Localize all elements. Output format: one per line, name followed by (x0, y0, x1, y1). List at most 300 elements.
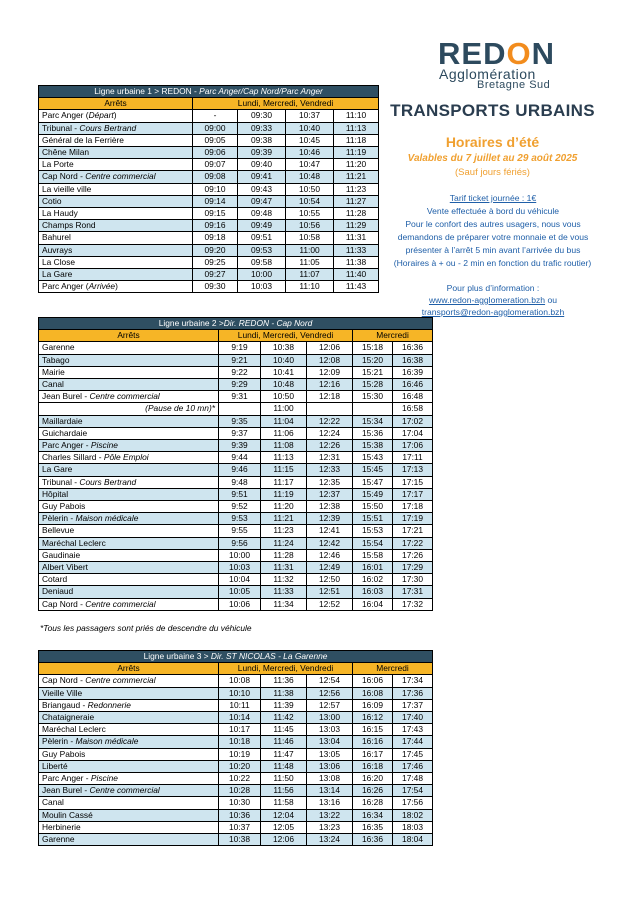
stop-name (39, 220, 193, 232)
stop-label: Champs Rond (42, 220, 96, 231)
departure-time: 17:48 (393, 773, 433, 785)
departure-time: 17:45 (393, 748, 433, 760)
stop-name (39, 699, 219, 711)
or-text: ou (545, 295, 558, 305)
departure-time: 15:58 (353, 549, 393, 561)
season-title: Horaires d’été (445, 134, 540, 150)
info-text-line: Pour le confort des autres usagers, nous vous (405, 219, 581, 229)
departure-time: 15:43 (353, 452, 393, 464)
departure-time: 18:02 (393, 809, 433, 821)
table-row (39, 785, 433, 797)
stop-detail: Départ (88, 110, 114, 121)
departure-time: 15:53 (353, 525, 393, 537)
departure-time: 10:18 (219, 736, 261, 748)
departure-time: 16:02 (353, 574, 393, 586)
departure-time: 17:21 (393, 525, 433, 537)
departure-time: 11:08 (261, 440, 307, 452)
departure-time: 12:16 (307, 379, 353, 391)
logo-subtitle-region: Bretagne Sud (477, 79, 551, 91)
stop-label: Pèlerin - (42, 736, 76, 747)
departure-time: 12:33 (307, 464, 353, 476)
departure-time: 16:04 (353, 598, 393, 610)
departure-time: 17:18 (393, 501, 433, 513)
table-row (39, 281, 379, 293)
departure-time: 15:38 (353, 440, 393, 452)
departure-time: 11:43 (334, 281, 379, 293)
stop-name (39, 415, 219, 427)
departure-time: 12:22 (307, 415, 353, 427)
email-link[interactable]: transports@redon-agglomeration.bzh (421, 307, 565, 317)
stop-label: Cap Nord - (42, 598, 86, 609)
departure-time: 17:29 (393, 562, 433, 574)
departure-time: 12:26 (307, 440, 353, 452)
departure-time: 09:51 (238, 232, 286, 244)
website-link[interactable]: www.redon-agglomeration.bzh (428, 295, 546, 305)
departure-time: - (193, 110, 238, 122)
departure-time: 09:16 (193, 220, 238, 232)
departure-time: 13:03 (307, 724, 353, 736)
departure-time: 9:21 (219, 354, 261, 366)
table-row (39, 354, 433, 366)
departure-time: 17:04 (393, 427, 433, 439)
col-header-days: Lundi, Mercredi, Vendredi (219, 330, 353, 342)
departure-time: 16:09 (353, 699, 393, 711)
table-title-row (39, 318, 433, 330)
departure-time: 9:51 (219, 488, 261, 500)
stop-name (39, 501, 219, 513)
stop-name (39, 452, 219, 464)
departure-time: 09:38 (238, 134, 286, 146)
timetable-line-3 (38, 650, 433, 846)
departure-time: 9:29 (219, 379, 261, 391)
departure-time: 09:40 (238, 159, 286, 171)
stop-label: La vieille ville (42, 183, 92, 194)
departure-time: 11:10 (334, 110, 379, 122)
departure-time: 17:36 (393, 687, 433, 699)
stop-name (39, 760, 219, 772)
departure-time: 11:20 (334, 159, 379, 171)
departure-time: 12:52 (307, 598, 353, 610)
stop-name (39, 464, 219, 476)
stop-label: Hôpital (42, 488, 69, 499)
departure-time: 11:28 (334, 208, 379, 220)
departure-time: 16:03 (353, 586, 393, 598)
table-row (39, 183, 379, 195)
stop-name (39, 834, 219, 846)
departure-time: 11:28 (261, 549, 307, 561)
stop-detail: Centre commercial (89, 785, 160, 796)
table-row (39, 476, 433, 488)
table-row (39, 598, 433, 610)
departure-time: 09:18 (193, 232, 238, 244)
departure-time (307, 403, 353, 415)
stop-name (39, 159, 193, 171)
departure-time: 13:04 (307, 736, 353, 748)
stop-label: Cap Nord - (42, 675, 86, 686)
stop-name (39, 134, 193, 146)
departure-time: 11:27 (334, 195, 379, 207)
departure-time: 17:02 (393, 415, 433, 427)
line-title-prefix: Ligne urbaine 2 > (158, 318, 224, 328)
departure-time: 09:53 (238, 244, 286, 256)
departure-time: 11:24 (261, 537, 307, 549)
stop-name (39, 476, 219, 488)
line-title (39, 651, 433, 663)
departure-time: 10:00 (219, 549, 261, 561)
departure-time: 15:49 (353, 488, 393, 500)
logo-brand: REDON (438, 36, 555, 71)
departure-time: 13:22 (307, 809, 353, 821)
departure-time: 16:20 (353, 773, 393, 785)
departure-time: 11:21 (334, 171, 379, 183)
departure-time: 11:47 (261, 748, 307, 760)
stop-detail: Arrivée (88, 281, 116, 292)
table-row (39, 488, 433, 500)
info-text-line: demandons de préparer votre monnaie et de vous (397, 232, 589, 242)
info-text-line: présenter à l’arrêt 5 min avant l’arrivée du bus (405, 245, 581, 255)
stop-name (39, 821, 219, 833)
stop-label: La Porte (42, 159, 74, 170)
departure-time (353, 403, 393, 415)
departure-time: 10:48 (261, 379, 307, 391)
departure-time: 16:48 (393, 391, 433, 403)
departure-time: 11:13 (334, 122, 379, 134)
table-title-row (39, 651, 433, 663)
departure-time: 10:22 (219, 773, 261, 785)
departure-time: 09:43 (238, 183, 286, 195)
departure-time: 12:31 (307, 452, 353, 464)
stop-detail: Maison médicale (75, 513, 139, 524)
stop-label: Auvrays (42, 244, 73, 255)
stop-name (39, 342, 219, 354)
departure-time: 10:38 (219, 834, 261, 846)
departure-time: 09:41 (238, 171, 286, 183)
departure-time: 11:23 (261, 525, 307, 537)
departure-time: 10:50 (286, 183, 334, 195)
stop-label: Pèlerin - (42, 513, 76, 524)
departure-time: 11:33 (261, 586, 307, 598)
table-row (39, 760, 433, 772)
departure-time: 10:50 (261, 391, 307, 403)
departure-time: 11:05 (286, 256, 334, 268)
table-row (39, 537, 433, 549)
departure-time: 09:33 (238, 122, 286, 134)
departure-time: 17:32 (393, 598, 433, 610)
departure-time: 11:42 (261, 712, 307, 724)
table-row (39, 220, 379, 232)
table-row (39, 797, 433, 809)
departure-time: 10:54 (286, 195, 334, 207)
departure-time: 10:40 (261, 354, 307, 366)
departure-time: 12:37 (307, 488, 353, 500)
line-title-route: Dir. ST NICOLAS - La Garenne (210, 651, 328, 661)
table-title-row (39, 86, 379, 98)
table-row (39, 525, 433, 537)
table-row (39, 415, 433, 427)
departure-time: 16:17 (353, 748, 393, 760)
departure-time: 16:36 (393, 342, 433, 354)
departure-time: 12:06 (261, 834, 307, 846)
stop-name (39, 712, 219, 724)
col-header-wednesday: Mercredi (353, 663, 433, 675)
departure-time: 12:56 (307, 687, 353, 699)
stop-label: Parc Anger ( (42, 110, 89, 121)
departure-time: 10:30 (219, 797, 261, 809)
stop-label: Bellevue (42, 525, 75, 536)
departure-time: 12:08 (307, 354, 353, 366)
col-header-stops: Arrêts (39, 330, 219, 342)
departure-time: 09:48 (238, 208, 286, 220)
stop-detail: Redonnerie (87, 699, 131, 710)
departure-time: 10:11 (219, 699, 261, 711)
departure-time: 10:37 (219, 821, 261, 833)
departure-time: 10:00 (238, 269, 286, 281)
stop-name (39, 208, 193, 220)
table-row (39, 110, 379, 122)
table-row (39, 736, 433, 748)
col-header-stops: Arrêts (39, 663, 219, 675)
table-row (39, 379, 433, 391)
stop-label: Moulin Cassé (42, 809, 93, 820)
line-title-prefix: Ligne urbaine 1 > REDON - (94, 86, 200, 96)
stop-name (39, 488, 219, 500)
stop-name (39, 675, 219, 687)
stop-detail: Piscine (90, 440, 118, 451)
departure-time: 16:26 (353, 785, 393, 797)
departure-time: 09:27 (193, 269, 238, 281)
stop-detail: Centre commercial (85, 675, 156, 686)
stop-name (39, 785, 219, 797)
col-header-days: Lundi, Mercredi, Vendredi (219, 663, 353, 675)
departure-time: 12:49 (307, 562, 353, 574)
table-row (39, 586, 433, 598)
logo (430, 38, 580, 93)
stop-name (39, 122, 193, 134)
holidays-note: (Sauf jours fériés) (455, 167, 530, 178)
stop-detail: Cours Bertrand (79, 476, 137, 487)
stop-label: Canal (42, 797, 64, 808)
departure-time: 10:48 (286, 171, 334, 183)
page-title: TRANSPORTS URBAINS (390, 101, 595, 120)
stop-name (39, 549, 219, 561)
departure-time: 11:36 (261, 675, 307, 687)
stop-label: Guichardaie (42, 427, 88, 438)
table-row (39, 834, 433, 846)
departure-time: 10:10 (219, 687, 261, 699)
departure-time: 13:05 (307, 748, 353, 760)
stop-label: Liberté (42, 760, 68, 771)
stop-name (39, 281, 193, 293)
departure-time: 10:08 (219, 675, 261, 687)
line-title-route: Parc Anger/Cap Nord/Parc Anger (199, 86, 323, 96)
departure-time: 10:17 (219, 724, 261, 736)
departure-time: 10:37 (286, 110, 334, 122)
table-row (39, 427, 433, 439)
departure-time: 11:56 (261, 785, 307, 797)
table-row (39, 675, 433, 687)
stop-label: Cap Nord - (42, 171, 86, 182)
col-header-stops: Arrêts (39, 98, 193, 110)
departure-time: 09:47 (238, 195, 286, 207)
table-row (39, 391, 433, 403)
stop-name (39, 147, 193, 159)
departure-time: 11:31 (334, 232, 379, 244)
table-row (39, 134, 379, 146)
departure-time: 17:06 (393, 440, 433, 452)
departure-time: 12:35 (307, 476, 353, 488)
departure-time: 17:44 (393, 736, 433, 748)
departure-time: 9:37 (219, 427, 261, 439)
stop-detail: Cours Bertrand (79, 122, 137, 133)
departure-time: 13:16 (307, 797, 353, 809)
stop-label: La Haudy (42, 208, 78, 219)
departure-time: 16:18 (353, 760, 393, 772)
stop-label: Herbinerie (42, 821, 81, 832)
stop-label: Charles Sillard - (42, 452, 104, 463)
departure-time: 11:50 (261, 773, 307, 785)
departure-time: 11:46 (261, 736, 307, 748)
stop-label: Briangaud - (42, 699, 88, 710)
departure-time: 12:57 (307, 699, 353, 711)
departure-time: 09:00 (193, 122, 238, 134)
departure-time: 11:00 (261, 403, 307, 415)
line-title (39, 86, 379, 98)
departure-time: 12:54 (307, 675, 353, 687)
departure-time: 11:21 (261, 513, 307, 525)
departure-time: 12:50 (307, 574, 353, 586)
departure-time: 16:08 (353, 687, 393, 699)
stop-label: Jean Burel - (42, 391, 90, 402)
more-info-label: Pour plus d’information : (446, 283, 540, 293)
stop-name (39, 748, 219, 760)
departure-time: 15:34 (353, 415, 393, 427)
departure-time: 16:35 (353, 821, 393, 833)
departure-time: 12:18 (307, 391, 353, 403)
departure-time: 9:31 (219, 391, 261, 403)
departure-time: 09:08 (193, 171, 238, 183)
departure-time: 13:00 (307, 712, 353, 724)
departure-time: 09:10 (193, 183, 238, 195)
departure-time: 09:07 (193, 159, 238, 171)
departure-time: 18:04 (393, 834, 433, 846)
table-row (39, 724, 433, 736)
stop-label: Jean Burel - (42, 785, 90, 796)
stop-label: La Gare (42, 464, 73, 475)
departure-time: 12:41 (307, 525, 353, 537)
departure-time: 11:13 (261, 452, 307, 464)
departure-time: 15:50 (353, 501, 393, 513)
stop-label: Garenne (42, 342, 75, 353)
stop-name (39, 171, 193, 183)
stop-name (39, 366, 219, 378)
table-row (39, 195, 379, 207)
departure-time: 16:28 (353, 797, 393, 809)
departure-time: 10:58 (286, 232, 334, 244)
table-row (39, 699, 433, 711)
departure-time: 9:48 (219, 476, 261, 488)
table-row (39, 513, 433, 525)
stop-label: Canal (42, 379, 64, 390)
departure-time: 11:07 (286, 269, 334, 281)
table-row (39, 549, 433, 561)
stop-label: Tribunal - (42, 122, 80, 133)
ticket-price: Tarif ticket journée : 1€ (449, 193, 537, 203)
stop-label: Cotard (42, 574, 68, 585)
stop-name (39, 195, 193, 207)
departure-time: 17:26 (393, 549, 433, 561)
table-row (39, 809, 433, 821)
departure-time: 11:58 (261, 797, 307, 809)
departure-time: 9:39 (219, 440, 261, 452)
line-title-prefix: Ligne urbaine 3 > (143, 651, 211, 661)
info-text-line: (Horaires à + ou - 2 min en fonction du trafic routier) (393, 258, 592, 268)
departure-time: 17:37 (393, 699, 433, 711)
departure-time: 11:19 (334, 147, 379, 159)
departure-time: 10:06 (219, 598, 261, 610)
stop-name (39, 427, 219, 439)
departure-time: 9:44 (219, 452, 261, 464)
departure-time: 13:08 (307, 773, 353, 785)
stop-name (39, 687, 219, 699)
departure-time: 16:16 (353, 736, 393, 748)
line-title-route: Dir. REDON - Cap Nord (223, 318, 313, 328)
departure-time: 17:31 (393, 586, 433, 598)
departure-time: 12:06 (307, 342, 353, 354)
departure-time: 11:45 (261, 724, 307, 736)
stop-detail: (Pause de 10 mn)* (145, 403, 215, 414)
departure-time: 10:03 (219, 562, 261, 574)
departure-time: 17:34 (393, 675, 433, 687)
table-row (39, 244, 379, 256)
stop-name (39, 598, 219, 610)
stop-name (39, 391, 219, 403)
table-row (39, 171, 379, 183)
departure-time: 11:39 (261, 699, 307, 711)
table-row (39, 256, 379, 268)
stop-detail: Centre commercial (85, 171, 156, 182)
footnote: *Tous les passagers sont priés de descendre du véhicule (40, 623, 252, 633)
departure-time: 10:20 (219, 760, 261, 772)
table-row (39, 440, 433, 452)
departure-time: 11:19 (261, 488, 307, 500)
departure-time: 12:38 (307, 501, 353, 513)
stop-label: Chêne Milan (42, 147, 90, 158)
departure-time: 9:55 (219, 525, 261, 537)
departure-time: 12:09 (307, 366, 353, 378)
departure-time: 17:56 (393, 797, 433, 809)
departure-time: 15:47 (353, 476, 393, 488)
stop-label: La Gare (42, 269, 73, 280)
timetable-line-1 (38, 85, 379, 293)
departure-time: 09:05 (193, 134, 238, 146)
departure-time: 11:48 (261, 760, 307, 772)
stop-label: Tribunal - (42, 476, 80, 487)
stop-label: Garenne (42, 834, 75, 845)
departure-time: 11:00 (286, 244, 334, 256)
stop-label: Maillardaie (42, 415, 83, 426)
departure-time: 16:01 (353, 562, 393, 574)
departure-time: 11:23 (334, 183, 379, 195)
departure-time: 09:58 (238, 256, 286, 268)
departure-time: 12:51 (307, 586, 353, 598)
stop-label: Parc Anger ( (42, 281, 89, 292)
departure-time: 10:03 (238, 281, 286, 293)
departure-time: 12:05 (261, 821, 307, 833)
col-header-days: Lundi, Mercredi, Vendredi (193, 98, 379, 110)
departure-time: 10:14 (219, 712, 261, 724)
table-header-row (39, 330, 433, 342)
table-row (39, 712, 433, 724)
